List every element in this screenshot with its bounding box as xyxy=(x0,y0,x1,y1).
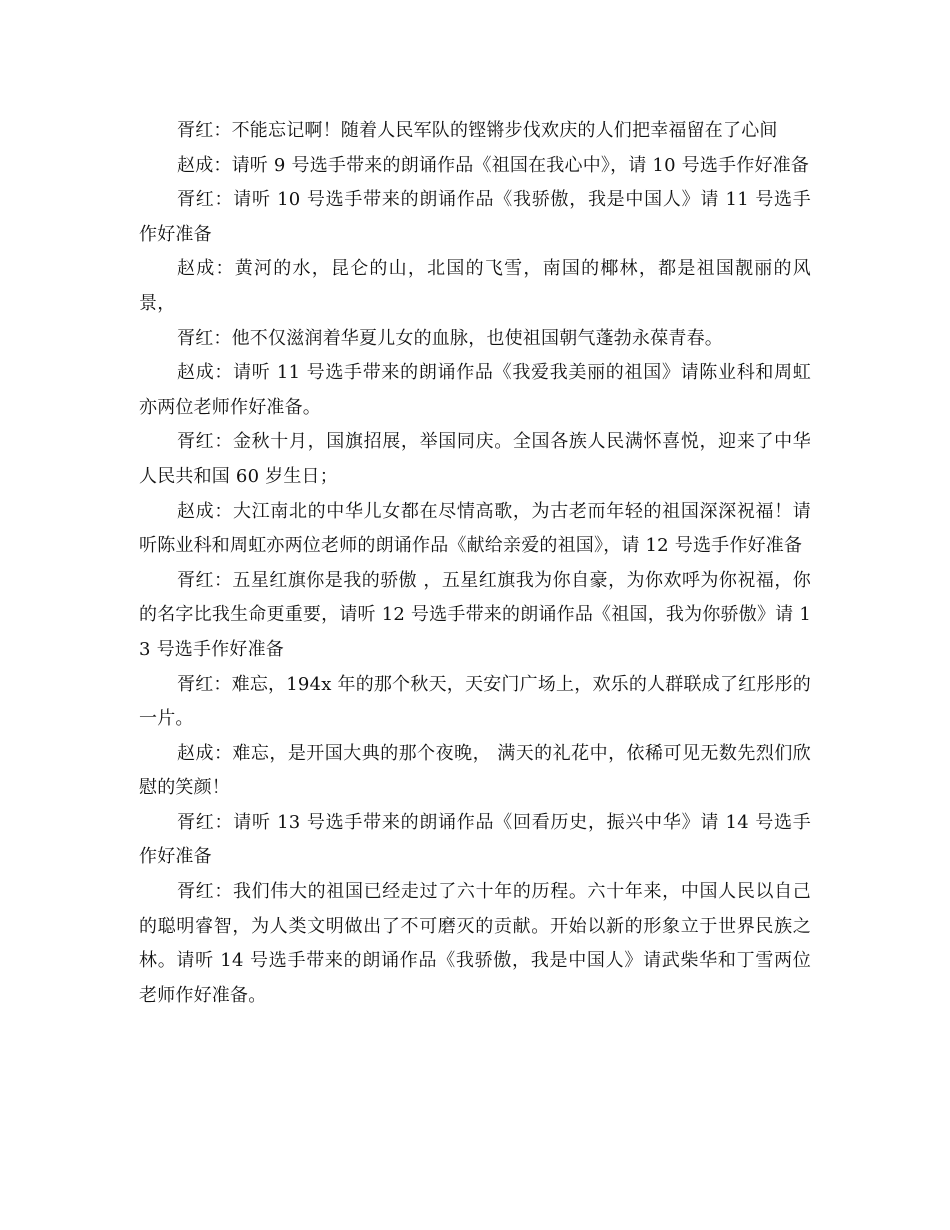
paragraph-12: 胥红：请听 13 号选手带来的朗诵作品《回看历史，振兴中华》请 14 号选手作好准备 xyxy=(139,811,811,868)
paragraph-7: 胥红：金秋十月，国旗招展，举国同庆。全国各族人民满怀喜悦，迎来了中华人民共和国 60 岁生日； xyxy=(139,431,811,487)
paragraph-10: 胥红：难忘，194x 年的那个秋天，天安门广场上，欢乐的人群联成了红彤彤的一片。 xyxy=(139,673,811,730)
paragraph-2: 赵成：请听 9 号选手带来的朗诵作品《祖国在我心中》，请 10 号选手作好准备 xyxy=(177,154,810,176)
paragraph-5: 胥红：他不仅滋润着华夏儿女的血脉，也使祖国朝气蓬勃永葆青春。 xyxy=(177,327,723,349)
paragraph-6: 赵成：请听 11 号选手带来的朗诵作品《我爱我美丽的祖国》请陈业科和周虹亦两位老师作好准备。 xyxy=(139,362,811,418)
paragraph-13: 胥红：我们伟大的祖国已经走过了六十年的历程。六十年来，中国人民以自己的聪明睿智，为人类文明做出了不可磨灭的贡献。开始以新的形象立于世界民族之林。请听 14 号选手带来的朗诵作品《我骄傲，我是中国人》请武柴华和丁雪两位老师作好准备。 xyxy=(139,881,811,1006)
paragraph-3: 胥红：请听 10 号选手带来的朗诵作品《我骄傲，我是中国人》请 11 号选手作好准备 xyxy=(139,189,811,245)
paragraph-11: 赵成：难忘，是开国大典的那个夜晚， 满天的礼花中，依稀可见无数先烈们欣慰的笑颜！ xyxy=(139,742,811,799)
document-body xyxy=(139,114,811,1013)
paragraph-9: 胥红：五星红旗你是我的骄傲 ，五星红旗我为你自豪，为你欢呼为你祝福，你的名字比我生命更重要，请听 12 号选手带来的朗诵作品《祖国，我为你骄傲》请 13 号选手作好准备 xyxy=(139,569,811,660)
paragraph-8: 赵成：大江南北的中华儿女都在尽情高歌，为古老而年轻的祖国深深祝福！请听陈业科和周虹亦两位老师的朗诵作品《献给亲爱的祖国》，请 12 号选手作好准备 xyxy=(139,500,811,557)
paragraph-1: 胥红：不能忘记啊！随着人民军队的铿锵步伐欢庆的人们把幸福留在了心间 xyxy=(177,120,778,141)
paragraph-4: 赵成：黄河的水，昆仑的山，北国的飞雪，南国的椰林，都是祖国靓丽的风景， xyxy=(139,258,811,314)
